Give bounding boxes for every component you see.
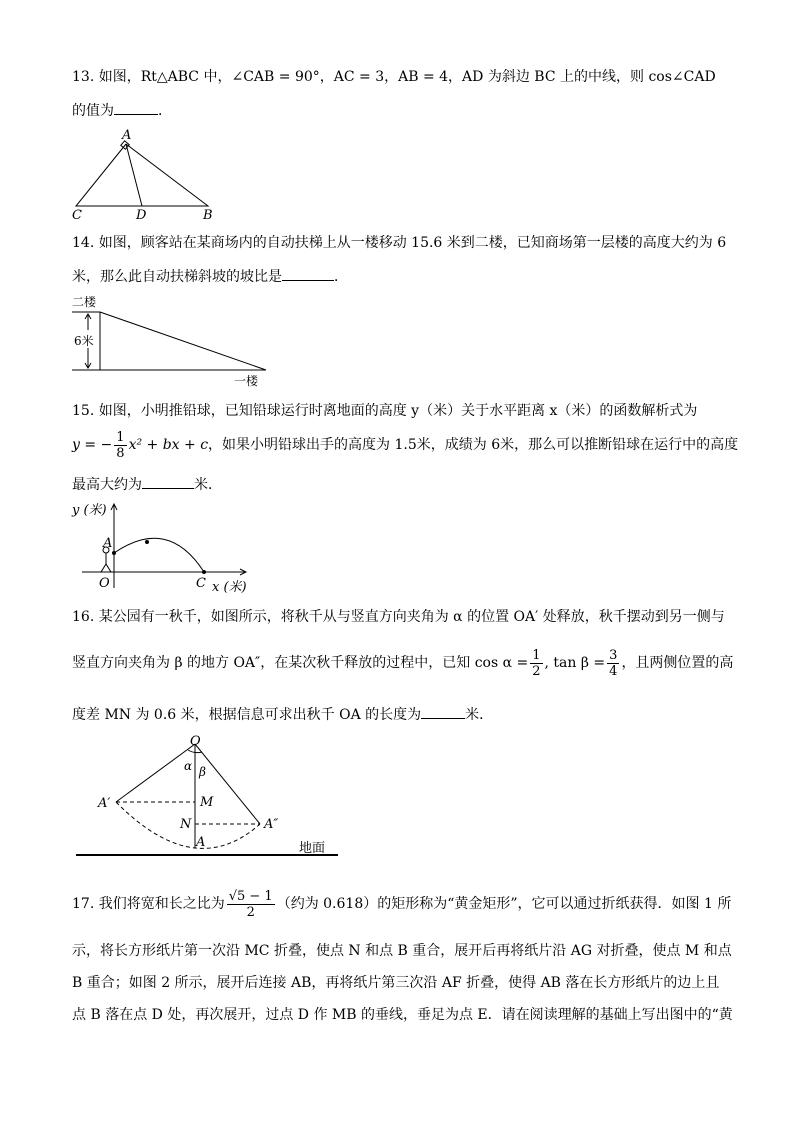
q16-label-ground: 地面 bbox=[299, 841, 326, 856]
q14-label-height: 6米 bbox=[74, 334, 94, 348]
q16-label-n: N bbox=[180, 817, 192, 832]
q16-tan-fraction bbox=[607, 648, 619, 679]
q13-line2 bbox=[72, 100, 172, 120]
q14-prefix: 米，那么此自动扶梯斜坡的坡比是 bbox=[72, 269, 282, 285]
q16-label-a2: A″ bbox=[264, 817, 279, 832]
q16-line3 bbox=[72, 704, 493, 724]
q14-line2 bbox=[72, 266, 348, 286]
q15-answer-blank[interactable] bbox=[142, 474, 194, 489]
q14-label-bottom-floor: 一楼 bbox=[234, 374, 259, 388]
q16-cos-num: 1 bbox=[532, 647, 541, 663]
q16-label-o: O bbox=[190, 734, 201, 749]
q13-triangle-figure bbox=[66, 126, 226, 222]
q13-label-b: B bbox=[203, 208, 213, 222]
q17-line4: 点 B 落在点 D 处，再次展开，过点 D 作 MB 的垂线，垂足为点 E．请在阅读理解的基础上写出图中的“黄 bbox=[72, 1007, 733, 1023]
q13-answer-blank[interactable] bbox=[114, 100, 158, 115]
q13-label-c: C bbox=[72, 208, 82, 222]
q17-frac-den: 2 bbox=[246, 904, 255, 920]
q15-frac-num: 1 bbox=[116, 429, 125, 445]
q16-swing-figure bbox=[76, 732, 340, 862]
q16-cos-fraction bbox=[530, 648, 542, 679]
q15-label-o: O bbox=[99, 576, 110, 591]
q16-cos-den: 2 bbox=[532, 663, 541, 679]
q16-tan-den: 4 bbox=[609, 663, 618, 679]
q15-line3 bbox=[72, 474, 222, 494]
q15-line2 bbox=[72, 428, 738, 462]
q14-line1: 14. 如图，顾客站在某商场内的自动扶梯上从一楼移动 15.6 米到二楼，已知商场第一层楼的高度大约为 6 bbox=[72, 235, 727, 251]
q17-frac-num: √5 − 1 bbox=[228, 888, 273, 904]
q17-suffix: （约为 0.618）的矩形称为“黄金矩形”，它可以通过折纸获得．如图 1 所 bbox=[276, 896, 732, 912]
q17-line2: 示，将长方形纸片第一次沿 MC 折叠，使点 N 和点 B 重合，展开后再将纸片沿 AG 对折叠，使点 M 和点 bbox=[72, 943, 732, 959]
q16-label-beta: β bbox=[199, 765, 206, 779]
q15-label-c: C bbox=[196, 576, 206, 591]
q15-label-y: y (米) bbox=[72, 503, 107, 518]
q15-formula-y: y = − bbox=[72, 437, 113, 453]
q16-tan-text: , tan β = bbox=[544, 655, 606, 671]
q16-tan-num: 3 bbox=[609, 647, 618, 663]
q13-line1: 13. 如图，Rt△ABC 中，∠CAB = 90°，AC = 3，AB = 4，AD 为斜边 BC 上的中线，则 cos∠CAD bbox=[72, 69, 716, 85]
q17-line1 bbox=[72, 884, 731, 924]
q16-label-a: A bbox=[196, 835, 206, 850]
q15-label-a: A bbox=[103, 536, 113, 551]
q16-line2-suffix: ，且两侧位置的高 bbox=[621, 655, 734, 671]
q17-line3: B 重合；如图 2 所示，展开后连接 AB，再将纸片第三次沿 AF 折叠，使得 AB 落在长方形纸片的边上且 bbox=[72, 975, 720, 991]
q13-suffix: ． bbox=[158, 103, 172, 119]
q13-label-d: D bbox=[136, 208, 147, 222]
q17-golden-fraction bbox=[227, 889, 275, 920]
q15-label-x: x (米) bbox=[212, 580, 247, 595]
q16-label-alpha: α bbox=[184, 759, 193, 773]
q15-fraction bbox=[114, 430, 126, 461]
q14-suffix: ． bbox=[334, 269, 348, 285]
q16-label-m: M bbox=[200, 795, 214, 810]
q14-answer-blank[interactable] bbox=[282, 266, 334, 281]
q16-prefix: 度差 MN 为 0.6 米，根据信息可求出秋千 OA 的长度为 bbox=[72, 707, 422, 723]
q15-prefix: 最高大约为 bbox=[72, 477, 142, 493]
q16-label-a1: A′ bbox=[98, 796, 111, 811]
q15-line2-text: ，如果小明铅球出手的高度为 1.5米，成绩为 6米，那么可以推断铅球在运行中的高度 bbox=[208, 437, 739, 453]
q15-suffix: 米． bbox=[194, 477, 222, 493]
q15-line1: 15. 如图，小明推铅球，已知铅球运行时离地面的高度 y（米）关于水平距离 x（米）的函数解析式为 bbox=[72, 403, 698, 419]
q16-line2 bbox=[72, 646, 733, 680]
q16-answer-blank[interactable] bbox=[421, 704, 465, 719]
q15-shotput-figure bbox=[70, 498, 260, 600]
q16-line2-prefix: 竖直方向夹角为 β 的地方 OA″，在某次秋千释放的过程中，已知 cos α = bbox=[72, 655, 529, 671]
q14-escalator-figure bbox=[66, 292, 276, 388]
q14-label-top-floor: 二楼 bbox=[72, 295, 97, 309]
q17-prefix: 17. 我们将宽和长之比为 bbox=[72, 896, 225, 912]
q15-frac-den: 8 bbox=[116, 445, 125, 461]
q16-line1: 16. 某公园有一秋千，如图所示，将秋千从与竖直方向夹角为 α 的位置 OA′ 处释放，秋千摆动到另一侧与 bbox=[72, 609, 725, 625]
q15-formula-rest: x² + bx + c bbox=[128, 437, 209, 453]
q13-label-a: A bbox=[122, 128, 132, 143]
q13-prefix: 的值为 bbox=[72, 103, 114, 119]
q16-suffix: 米． bbox=[465, 707, 494, 723]
